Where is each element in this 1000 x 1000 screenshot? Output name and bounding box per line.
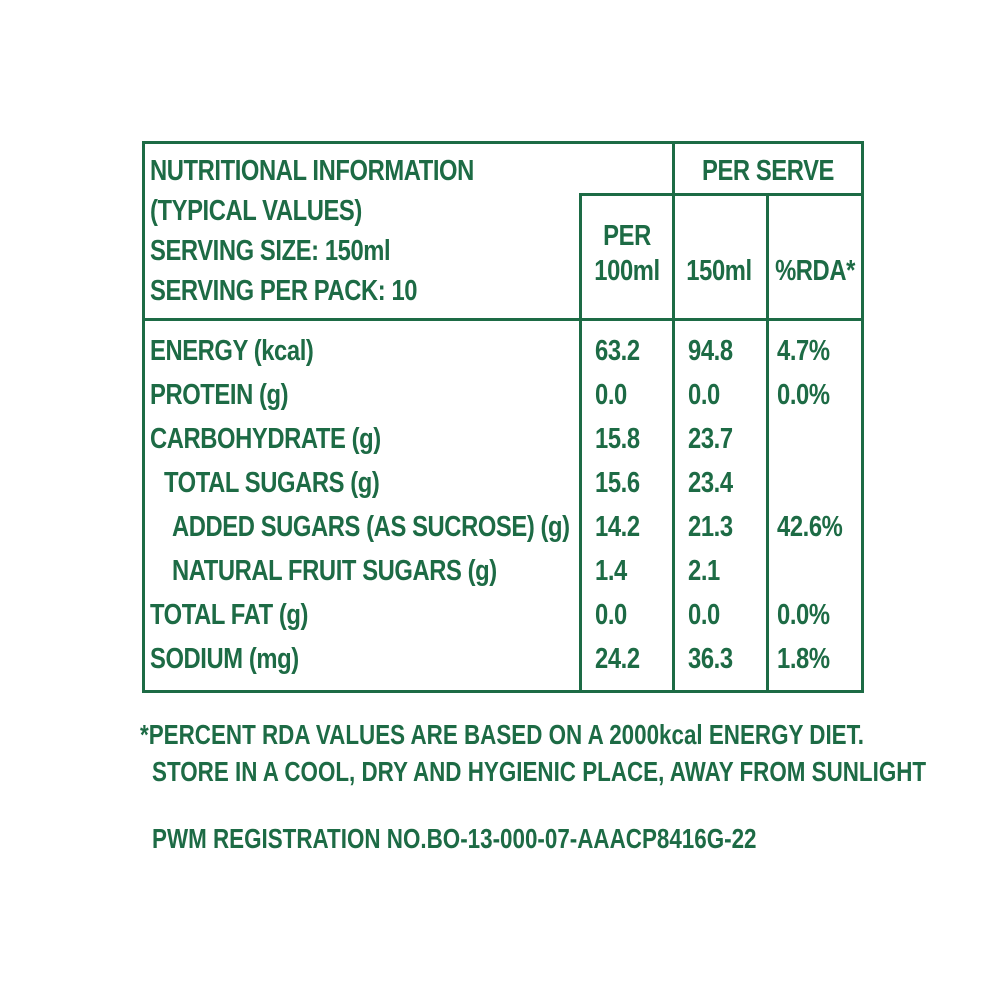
serving-per-pack: SERVING PER PACK: 10: [150, 275, 418, 307]
row-rda: 4.7%: [777, 335, 830, 367]
row-label: CARBOHYDRATE (g): [150, 423, 381, 455]
row-label: TOTAL FAT (g): [150, 599, 309, 631]
col-rda-header: %RDA*: [775, 255, 855, 287]
table-title: NUTRITIONAL INFORMATION: [150, 155, 474, 187]
row-per100: 15.6: [595, 467, 640, 499]
row-rda: 0.0%: [777, 599, 830, 631]
row-per100: 15.8: [595, 423, 640, 455]
divider-col-150ml: [672, 141, 675, 693]
row-per100: 24.2: [595, 643, 640, 675]
row-per150: 21.3: [688, 511, 733, 543]
row-rda: 42.6%: [777, 511, 843, 543]
rda-footnote: *PERCENT RDA VALUES ARE BASED ON A 2000kcal ENERGY DIET.: [140, 719, 865, 750]
row-label: NATURAL FRUIT SUGARS (g): [172, 555, 497, 587]
divider-col-rda: [766, 193, 769, 693]
row-per150: 2.1: [688, 555, 720, 587]
col-per100-header-line1: PER: [603, 220, 651, 252]
row-per100: 0.0: [595, 599, 627, 631]
row-per100: 1.4: [595, 555, 627, 587]
col-150ml-header: 150ml: [686, 255, 752, 287]
row-label: SODIUM (mg): [150, 643, 299, 675]
row-per150: 94.8: [688, 335, 733, 367]
per-serve-header: PER SERVE: [701, 155, 835, 187]
row-label: ENERGY (kcal): [150, 335, 314, 367]
row-rda: 1.8%: [777, 643, 830, 675]
row-label: PROTEIN (g): [150, 379, 289, 411]
col-per100-header-line2: 100ml: [594, 255, 660, 287]
row-per100: 0.0: [595, 379, 627, 411]
divider-per-serve: [579, 193, 864, 196]
serving-size: SERVING SIZE: 150ml: [150, 235, 391, 267]
row-label: ADDED SUGARS (AS SUCROSE) (g): [172, 511, 570, 543]
row-per150: 36.3: [688, 643, 733, 675]
registration-number: PWM REGISTRATION NO.BO-13-000-07-AAACP8416G-22: [152, 823, 757, 854]
row-per150: 23.7: [688, 423, 733, 455]
divider-header: [142, 318, 864, 321]
row-per150: 23.4: [688, 467, 733, 499]
row-per100: 14.2: [595, 511, 640, 543]
storage-note: STORE IN A COOL, DRY AND HYGIENIC PLACE, AWAY FROM SUNLIGHT: [152, 756, 927, 787]
row-rda: 0.0%: [777, 379, 830, 411]
row-per100: 63.2: [595, 335, 640, 367]
row-label: TOTAL SUGARS (g): [164, 467, 380, 499]
divider-col-per100: [579, 193, 582, 693]
row-per150: 0.0: [688, 379, 720, 411]
table-subtitle: (TYPICAL VALUES): [150, 195, 362, 227]
row-per150: 0.0: [688, 599, 720, 631]
